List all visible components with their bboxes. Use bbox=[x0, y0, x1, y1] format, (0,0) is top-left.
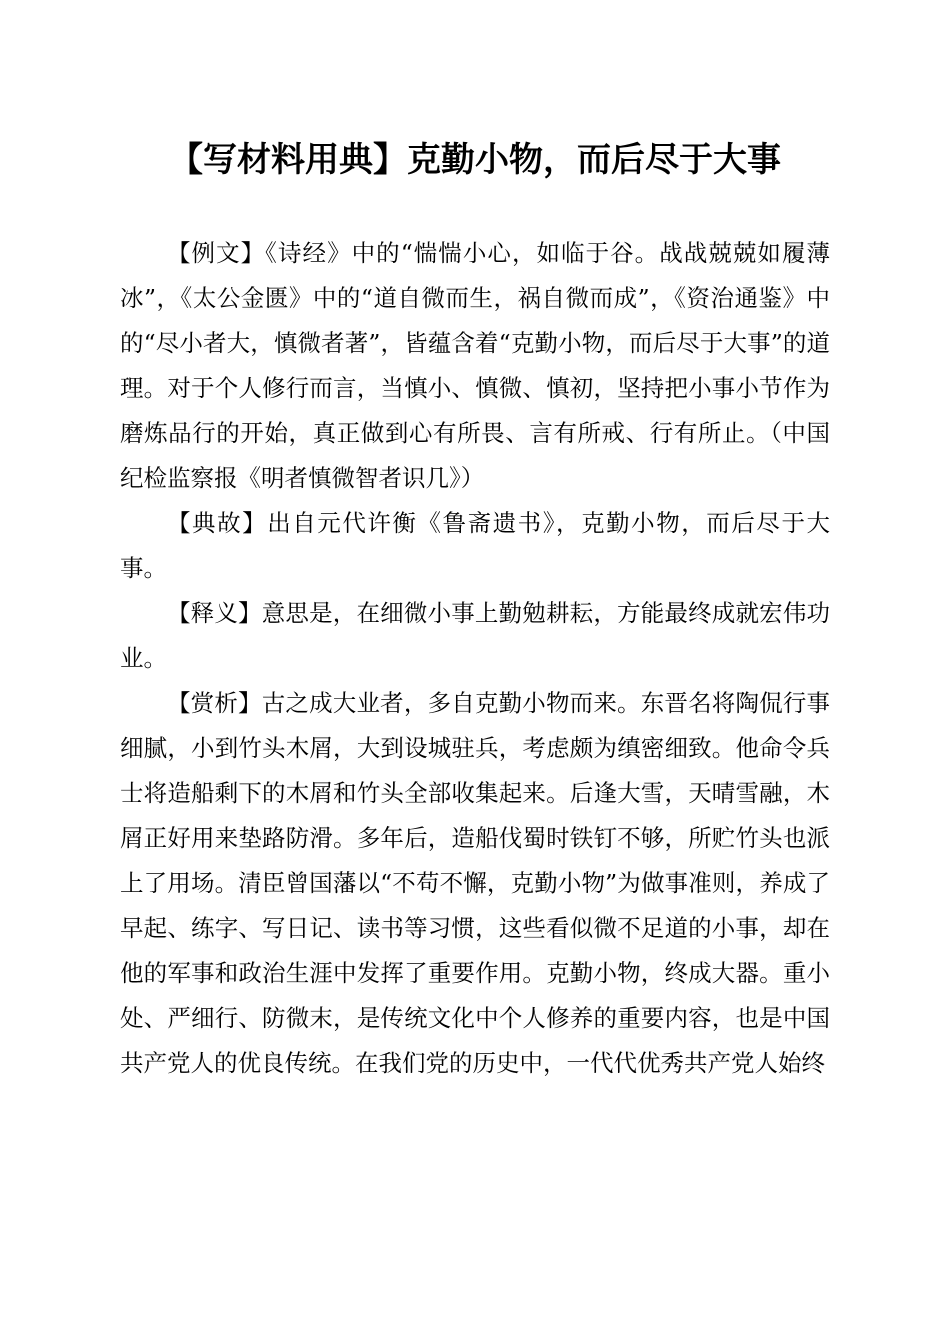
paragraph-example: 【例文】《诗经》中的“惴惴小心，如临于谷。战战兢兢如履薄冰”，《太公金匮》中的“道自微而生，祸自微而成”，《资治通鉴》中的“尽小者大，慎微者著”，皆蕴含着“克勤小物，而后尽于大事”的道理。对于个人修行而言，当慎小、慎微、慎初，坚持把小事小节作为磨炼品行的开始，真正做到心有所畏、言有所戒、行有所止。（中国纪检监察报《明者慎微智者识几》） bbox=[120, 239, 830, 492]
document-body bbox=[120, 231, 830, 1086]
document-title: 【写材料用典】克勤小物，而后尽于大事 bbox=[169, 140, 781, 180]
paragraph-meaning: 【释义】意思是，在细微小事上勤勉耕耘，方能最终成就宏伟功业。 bbox=[120, 599, 830, 672]
paragraph-appreciation: 【赏析】古之成大业者，多自克勤小物而来。东晋名将陶侃行事细腻，小到竹头木屑，大到设城驻兵，考虑颇为缜密细致。他命令兵士将造船剩下的木屑和竹头全部收集起来。后逢大雪，天晴雪融，木屑正好用来垫路防滑。多年后，造船伐蜀时铁钉不够，所贮竹头也派上了用场。清臣曾国藩以“不苟不懈，克勤小物”为做事准则，养成了早起、练字、写日记、读书等习惯，这些看似微不足道的小事，却在他的军事和政治生涯中发挥了重要作用。克勤小物，终成大器。重小处、严细行、防微末，是传统文化中个人修养的重要内容，也是中国共产党人的优良传统。在我们党的历史中，一代代优秀共产党人始终 bbox=[120, 689, 830, 1077]
paragraph-allusion: 【典故】出自元代许衡《鲁斋遗书》，克勤小物，而后尽于大事。 bbox=[120, 509, 830, 582]
